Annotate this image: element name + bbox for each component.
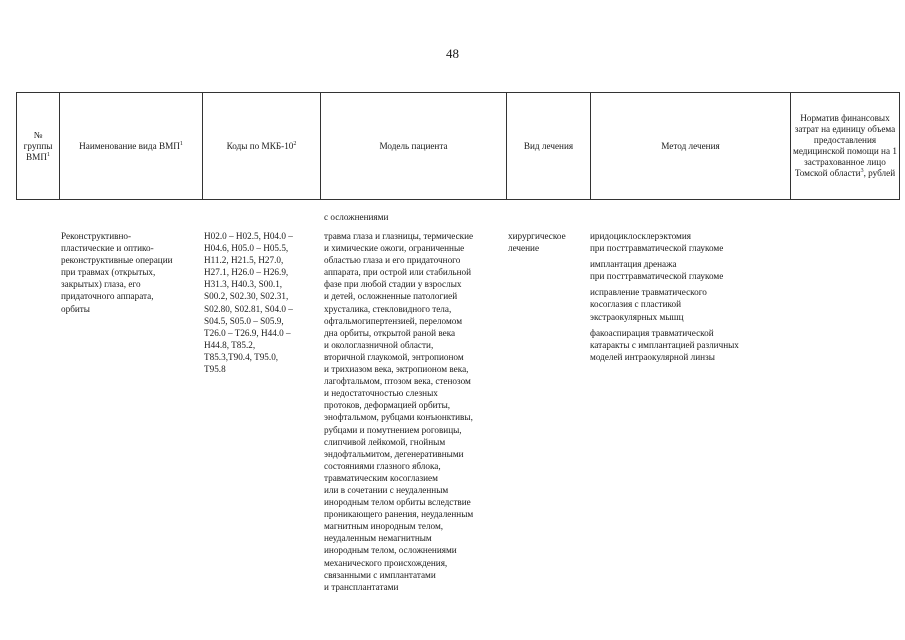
patient-model-line: лагофтальмом, птозом века, стенозом xyxy=(324,376,471,387)
header-patient-model: Модель пациента xyxy=(321,93,507,200)
header-financial-norm-text: Норматив финансовых затрат на единицу объема предоставления медицинской помощи на 1 застрахованное лицо Томской области xyxy=(793,113,897,178)
header-icd-codes-text: Коды по МКБ-10 xyxy=(226,140,294,151)
treatment-method-item xyxy=(590,258,780,282)
patient-model-line: офтальмогипертензией, переломом xyxy=(324,315,463,326)
table-header xyxy=(16,92,900,200)
patient-model-line: и химические ожоги, ограниченные xyxy=(324,243,465,254)
patient-model-line: неудаленным немагнитным xyxy=(324,533,432,544)
patient-model-line: травма глаза и глазницы, термические xyxy=(324,231,474,241)
patient-model-line: и недостаточностью слезных xyxy=(324,388,438,399)
header-financial-norm-unit: , рублей xyxy=(863,168,896,178)
patient-model-line: хрусталика, стекловидного тела, xyxy=(324,303,452,314)
patient-model-line: вторичной глаукомой, энтропионом xyxy=(324,351,464,362)
patient-model-line: фазе при любой стадии у взрослых xyxy=(324,279,462,290)
continuation-text: с осложнениями xyxy=(324,212,389,222)
treatment-method-line: иридоциклосклерэктомия xyxy=(590,231,691,241)
patient-model-line: эндофтальмитом, дегенеративными xyxy=(324,448,464,459)
patient-model-line: механического происхождения, xyxy=(324,557,448,568)
footnote-marker: 1 xyxy=(179,140,183,147)
treatment-method-line: при посттравматической глаукоме xyxy=(590,243,724,254)
icd-code-line: T95.8 xyxy=(204,364,226,375)
header-vmp-name xyxy=(60,93,203,200)
vmp-name-line: орбиты xyxy=(61,303,90,314)
vmp-name-cell xyxy=(61,230,196,315)
patient-model-line: и трихиазом века, эктропионом века, xyxy=(324,364,469,375)
patient-model-line: слипчивой лейкомой, гнойным xyxy=(324,436,446,447)
patient-model-line: и трансплантатами xyxy=(324,581,399,592)
vmp-name-line: реконструктивные операции xyxy=(61,255,173,266)
treatment-type-line: хирургическое xyxy=(508,231,566,241)
treatment-method-line: экстраокулярных мышц xyxy=(590,311,684,322)
treatment-method-item xyxy=(590,327,780,363)
header-financial-norm xyxy=(791,93,900,200)
header-vmp-name-text: Наименование вида ВМП xyxy=(79,140,180,151)
patient-model-line: протоков, деформацией орбиты, xyxy=(324,400,451,411)
icd-codes-cell xyxy=(204,230,314,375)
patient-model-line: инородным телом орбиты вследствие xyxy=(324,497,471,508)
treatment-method-line: факоаспирация травматической xyxy=(590,327,714,338)
patient-model-line: и детей, осложненные патологией xyxy=(324,291,458,302)
icd-code-line: S02.80, S02.81, S04.0 – xyxy=(204,303,293,314)
patient-model-line: проникающего ранения, неудаленным xyxy=(324,509,474,520)
patient-model-line: рубцами и помутнением роговицы, xyxy=(324,424,462,435)
icd-code-line: H44.8, T85.2, xyxy=(204,339,256,350)
treatment-method-item xyxy=(590,230,780,254)
icd-code-line: T85.3,T90.4, T95.0, xyxy=(204,351,279,362)
patient-model-line: магнитным инородным телом, xyxy=(324,521,444,532)
vmp-name-line: при травмах (открытых, xyxy=(61,267,156,278)
treatment-method-line: имплантация дренажа xyxy=(590,259,677,270)
icd-code-line: H11.2, H21.5, H27.0, xyxy=(204,255,284,266)
icd-code-line: H27.1, H26.0 – H26.9, xyxy=(204,267,289,278)
footnote-marker: 3 xyxy=(860,167,864,174)
patient-model-line: и окологлазничной области, xyxy=(324,339,434,350)
treatment-method-item xyxy=(590,286,780,322)
treatment-method-line: косоглазия с пластикой xyxy=(590,299,681,310)
header-treatment-method: Метод лечения xyxy=(591,93,791,200)
icd-code-line: T26.0 – T26.9, H44.0 – xyxy=(204,327,291,338)
treatment-method-line: катаракты с имплантацией различных xyxy=(590,339,739,350)
patient-model-line: состояниями глазного яблока, xyxy=(324,460,441,471)
treatment-method-line: исправление травматического xyxy=(590,287,707,298)
page-number: 48 xyxy=(446,46,459,61)
treatment-method-line: моделей интраокулярной линзы xyxy=(590,351,715,362)
treatment-method-line: при посттравматической глаукоме xyxy=(590,271,724,282)
patient-model-line: энофтальмом, рубцами конъюнктивы, xyxy=(324,412,473,423)
icd-code-line: S00.2, S02.30, S02.31, xyxy=(204,291,289,302)
header-icd-codes xyxy=(203,93,321,200)
icd-code-line: H02.0 – H02.5, H04.0 – xyxy=(204,231,293,241)
patient-model-line: связанными с имплантатами xyxy=(324,569,436,580)
icd-code-line: S04.5, S05.0 – S05.9, xyxy=(204,315,284,326)
vmp-name-line: закрытых) глаза, его xyxy=(61,279,141,290)
patient-model-line: травматическим косоглазием xyxy=(324,472,438,483)
treatment-type-line: лечение xyxy=(508,243,540,254)
patient-model-line: дна орбиты, открытой раной века xyxy=(324,327,456,338)
footnote-marker: 1 xyxy=(46,151,50,158)
icd-code-line: H04.6, H05.0 – H05.5, xyxy=(204,243,289,254)
footnote-marker: 2 xyxy=(293,140,297,147)
patient-model-line: аппарата, при острой или стабильной xyxy=(324,267,472,278)
treatment-type-cell xyxy=(508,230,586,254)
patient-model-line: или в сочетании с неудаленным xyxy=(324,484,449,495)
header-treatment-type: Вид лечения xyxy=(507,93,591,200)
patient-model-line: инородным телом, осложнениями xyxy=(324,545,457,556)
vmp-name-line: пластические и оптико- xyxy=(61,243,154,254)
header-group-number xyxy=(17,93,60,200)
treatment-method-cell xyxy=(590,230,780,367)
icd-code-line: H31.3, H40.3, S00.1, xyxy=(204,279,283,290)
patient-model-line: областью глаза и его придаточного xyxy=(324,255,461,266)
header-group-number-text: № группы ВМП xyxy=(23,129,53,162)
vmp-name-line: придаточного аппарата, xyxy=(61,291,154,302)
patient-model-cell xyxy=(324,230,504,593)
vmp-name-line: Реконструктивно- xyxy=(61,231,132,241)
